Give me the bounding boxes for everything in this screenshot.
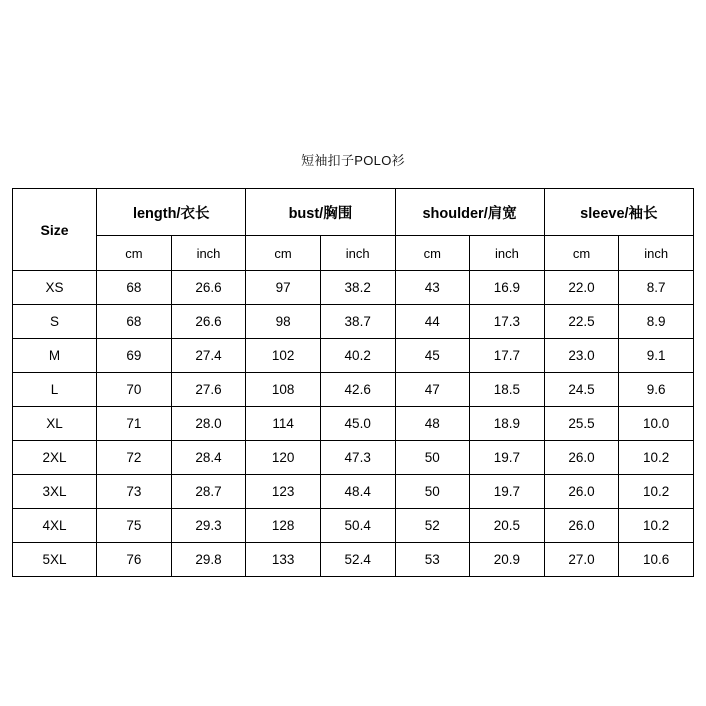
- cell-sleeve-inch: 10.6: [619, 543, 694, 577]
- cell-shoulder-cm: 45: [395, 339, 470, 373]
- cell-size: 2XL: [13, 441, 97, 475]
- column-header-sleeve: sleeve/袖长: [544, 189, 693, 236]
- cell-bust-inch: 40.2: [320, 339, 395, 373]
- unit-header-length-cm: cm: [97, 236, 172, 271]
- cell-shoulder-inch: 16.9: [470, 271, 545, 305]
- cell-sleeve-inch: 10.0: [619, 407, 694, 441]
- table-body: [13, 271, 694, 577]
- cell-shoulder-cm: 47: [395, 373, 470, 407]
- table-row: [13, 509, 694, 543]
- cell-length-inch: 28.0: [171, 407, 246, 441]
- cell-bust-cm: 120: [246, 441, 321, 475]
- size-table: [12, 188, 694, 577]
- cell-bust-cm: 128: [246, 509, 321, 543]
- cell-length-inch: 27.4: [171, 339, 246, 373]
- unit-header-sleeve-cm: cm: [544, 236, 619, 271]
- cell-shoulder-cm: 53: [395, 543, 470, 577]
- cell-size: XL: [13, 407, 97, 441]
- cell-sleeve-cm: 24.5: [544, 373, 619, 407]
- table-row: [13, 407, 694, 441]
- cell-bust-cm: 123: [246, 475, 321, 509]
- cell-size: XS: [13, 271, 97, 305]
- cell-size: M: [13, 339, 97, 373]
- cell-shoulder-inch: 20.9: [470, 543, 545, 577]
- cell-sleeve-inch: 10.2: [619, 509, 694, 543]
- cell-bust-inch: 38.2: [320, 271, 395, 305]
- table-header-row-groups: [13, 189, 694, 236]
- table-row: [13, 271, 694, 305]
- cell-shoulder-cm: 50: [395, 475, 470, 509]
- table-header-row-units: [13, 236, 694, 271]
- column-header-size: Size: [13, 189, 97, 271]
- cell-sleeve-cm: 23.0: [544, 339, 619, 373]
- cell-shoulder-cm: 48: [395, 407, 470, 441]
- cell-sleeve-inch: 9.1: [619, 339, 694, 373]
- table-row: [13, 543, 694, 577]
- cell-size: S: [13, 305, 97, 339]
- column-header-length: length/衣长: [97, 189, 246, 236]
- cell-sleeve-cm: 26.0: [544, 475, 619, 509]
- cell-sleeve-inch: 9.6: [619, 373, 694, 407]
- cell-length-cm: 75: [97, 509, 172, 543]
- cell-sleeve-cm: 22.0: [544, 271, 619, 305]
- cell-sleeve-inch: 10.2: [619, 475, 694, 509]
- unit-header-bust-inch: inch: [320, 236, 395, 271]
- unit-header-sleeve-inch: inch: [619, 236, 694, 271]
- cell-sleeve-cm: 27.0: [544, 543, 619, 577]
- cell-bust-cm: 102: [246, 339, 321, 373]
- cell-bust-cm: 114: [246, 407, 321, 441]
- cell-shoulder-inch: 19.7: [470, 441, 545, 475]
- cell-size: 4XL: [13, 509, 97, 543]
- cell-sleeve-cm: 26.0: [544, 441, 619, 475]
- cell-shoulder-inch: 19.7: [470, 475, 545, 509]
- cell-size: L: [13, 373, 97, 407]
- cell-length-inch: 26.6: [171, 305, 246, 339]
- cell-sleeve-inch: 8.7: [619, 271, 694, 305]
- cell-size: 5XL: [13, 543, 97, 577]
- cell-bust-inch: 45.0: [320, 407, 395, 441]
- unit-header-bust-cm: cm: [246, 236, 321, 271]
- cell-length-inch: 29.8: [171, 543, 246, 577]
- table-row: [13, 475, 694, 509]
- unit-header-shoulder-cm: cm: [395, 236, 470, 271]
- cell-length-cm: 69: [97, 339, 172, 373]
- cell-length-inch: 28.4: [171, 441, 246, 475]
- table-row: [13, 373, 694, 407]
- cell-length-cm: 76: [97, 543, 172, 577]
- cell-sleeve-inch: 10.2: [619, 441, 694, 475]
- cell-sleeve-cm: 25.5: [544, 407, 619, 441]
- column-header-bust: bust/胸围: [246, 189, 395, 236]
- cell-shoulder-cm: 43: [395, 271, 470, 305]
- cell-bust-inch: 47.3: [320, 441, 395, 475]
- cell-length-cm: 71: [97, 407, 172, 441]
- table-row: [13, 441, 694, 475]
- cell-sleeve-cm: 26.0: [544, 509, 619, 543]
- cell-length-cm: 72: [97, 441, 172, 475]
- cell-length-inch: 27.6: [171, 373, 246, 407]
- cell-bust-cm: 108: [246, 373, 321, 407]
- cell-shoulder-cm: 50: [395, 441, 470, 475]
- cell-shoulder-inch: 18.5: [470, 373, 545, 407]
- size-table-container: [12, 188, 694, 577]
- cell-bust-cm: 133: [246, 543, 321, 577]
- cell-bust-cm: 97: [246, 271, 321, 305]
- cell-length-inch: 26.6: [171, 271, 246, 305]
- cell-length-cm: 68: [97, 271, 172, 305]
- unit-header-shoulder-inch: inch: [470, 236, 545, 271]
- cell-shoulder-cm: 44: [395, 305, 470, 339]
- column-header-shoulder: shoulder/肩宽: [395, 189, 544, 236]
- cell-bust-inch: 52.4: [320, 543, 395, 577]
- cell-bust-inch: 48.4: [320, 475, 395, 509]
- unit-header-length-inch: inch: [171, 236, 246, 271]
- cell-sleeve-cm: 22.5: [544, 305, 619, 339]
- cell-bust-cm: 98: [246, 305, 321, 339]
- cell-shoulder-inch: 18.9: [470, 407, 545, 441]
- cell-length-inch: 28.7: [171, 475, 246, 509]
- cell-size: 3XL: [13, 475, 97, 509]
- cell-bust-inch: 38.7: [320, 305, 395, 339]
- cell-length-cm: 73: [97, 475, 172, 509]
- cell-length-inch: 29.3: [171, 509, 246, 543]
- page-title: 短袖扣子POLO衫: [301, 153, 405, 168]
- table-header: [13, 189, 694, 271]
- cell-shoulder-cm: 52: [395, 509, 470, 543]
- cell-shoulder-inch: 17.3: [470, 305, 545, 339]
- table-row: [13, 339, 694, 373]
- table-row: [13, 305, 694, 339]
- cell-sleeve-inch: 8.9: [619, 305, 694, 339]
- cell-length-cm: 68: [97, 305, 172, 339]
- cell-bust-inch: 42.6: [320, 373, 395, 407]
- cell-shoulder-inch: 20.5: [470, 509, 545, 543]
- cell-bust-inch: 50.4: [320, 509, 395, 543]
- cell-length-cm: 70: [97, 373, 172, 407]
- cell-shoulder-inch: 17.7: [470, 339, 545, 373]
